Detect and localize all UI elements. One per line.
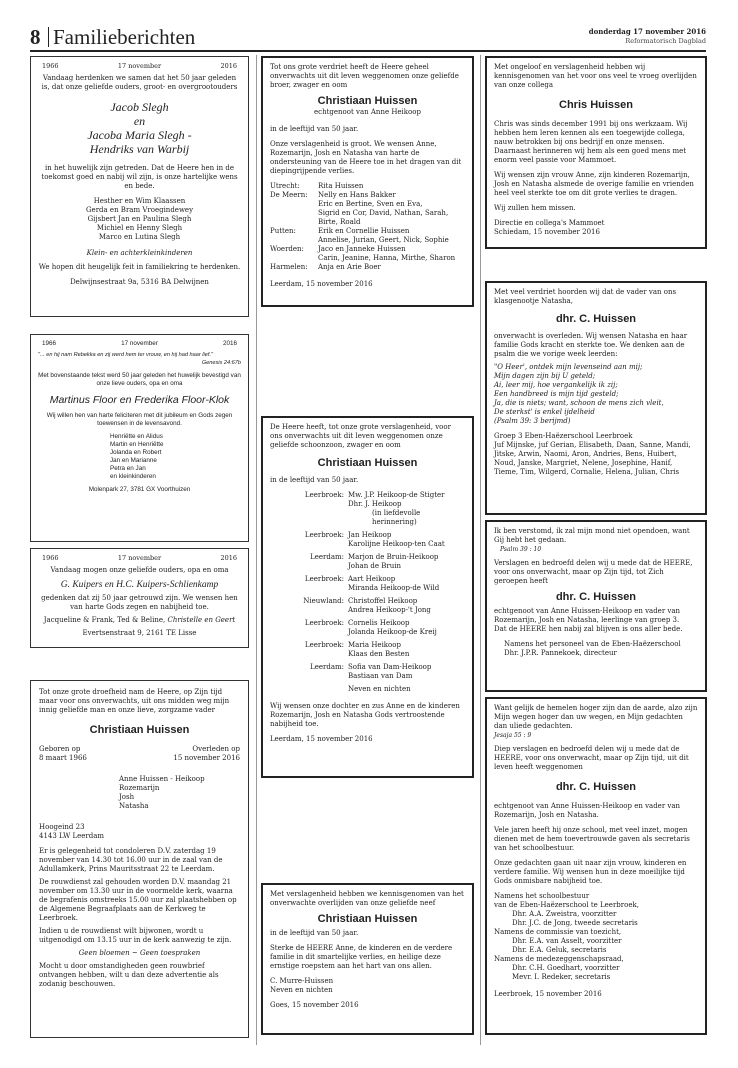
signatory: Directie en collega's Mammoet bbox=[494, 219, 605, 227]
signatory: C. Murre-Huissen bbox=[270, 977, 334, 985]
year-start: 1966 bbox=[42, 554, 59, 562]
death-notice-classmates bbox=[485, 281, 707, 515]
family-members: Jacqueline & Frank, Ted & Beline, bbox=[43, 616, 166, 624]
death-notice-school-board bbox=[485, 697, 707, 1035]
place-label bbox=[270, 254, 318, 263]
signatory: Dhr. C.H. Goedhart, voorzitter bbox=[512, 964, 620, 972]
signature bbox=[494, 219, 698, 237]
family-member: Hesther en Wim Klaassen bbox=[93, 197, 186, 205]
address-line: 4143 LW Leerdam bbox=[39, 832, 105, 840]
year-end: 2016 bbox=[222, 340, 237, 347]
signatory: Dhr. E.A. Geluk, secretaris bbox=[512, 946, 607, 954]
column-divider bbox=[256, 55, 257, 1045]
family-member: Jan en Marianne bbox=[110, 457, 157, 464]
ad-intro: Diep verslagen en bedroefd delen wij u mede dat de HEERE, voor ons onverwacht, maar op Zijn tijd, uit dit leven heeft weggenomen bbox=[494, 745, 689, 771]
family-member: Klaas den Besten bbox=[348, 650, 410, 658]
anniversary-date: 17 november bbox=[117, 554, 162, 562]
family-member: Gerda en Bram Vroegindewey bbox=[85, 206, 194, 214]
ad-closing: Wij wensen onze dochter en zus Anne en de kinderen Rozemarijn, Josh en Natasha Gods vertroostende nabijheid toe. bbox=[270, 702, 460, 728]
death-notice-colleagues bbox=[485, 56, 707, 249]
ad-intro: Vandaag herdenken we samen dat het 50 jaar geleden is, dat onze geliefde ouders, groot- en overgrootouders bbox=[41, 74, 238, 91]
death-notice-siblings bbox=[261, 56, 474, 307]
header-divider bbox=[48, 27, 49, 47]
deceased-name: dhr. C. Huissen bbox=[555, 591, 637, 603]
place-label bbox=[270, 685, 348, 694]
section-title: Familieberichten bbox=[53, 25, 196, 49]
scripture-quote: "... en hij nam Rebekka en zij werd hem ter vrouw, en hij had haar lief." bbox=[38, 352, 213, 358]
family-member: Erik en Cornellie Huissen bbox=[318, 227, 410, 235]
deceased-name: Christiaan Huissen bbox=[317, 95, 418, 107]
born-date: 8 maart 1966 bbox=[39, 754, 87, 762]
signature bbox=[494, 640, 698, 658]
ad-closing: We hopen dit heugelijk feit in familiekring te herdenken. bbox=[38, 263, 241, 271]
place-label: Leerbroek: bbox=[304, 575, 344, 583]
group-name: Groep 3 Eben-Haëzerschool Leerbroek bbox=[494, 432, 633, 440]
place-label: Nieuwland: bbox=[303, 597, 344, 605]
column-divider bbox=[480, 55, 481, 1045]
ad-body: Onze verslagenheid is groot. We wensen Anne, Rozemarijn, Josh en Natasha van harte de ondersteuning van de Heere toe in het dragen van dit diepingrijpende verlies. bbox=[270, 140, 462, 175]
life-dates bbox=[39, 745, 240, 763]
signatory: Dhr. A.A. Zweistra, voorzitter bbox=[512, 910, 617, 918]
anniversary-date: 17 november bbox=[121, 340, 158, 347]
place-label: Leerbroek: bbox=[304, 619, 344, 627]
place-date: Leerbroek, 15 november 2016 bbox=[494, 990, 602, 998]
ad-intro: Tot ons grote verdriet heeft de Heere geheel onverwachts uit dit leven weggenomen onze geliefde broer, zwager en oom bbox=[270, 63, 459, 89]
year-end: 2016 bbox=[220, 554, 237, 562]
place-label: Leerbroek: bbox=[304, 491, 344, 499]
header-rule bbox=[30, 50, 706, 52]
place-label: Leerbroek: bbox=[304, 641, 344, 649]
place-label bbox=[270, 209, 318, 218]
ad-body: onverwacht is overleden. Wij wensen Natasha en haar familie Gods kracht en sterkte toe. We denken aan de psalm die we vorige week leerden: bbox=[494, 332, 688, 358]
ad-body: echtgenoot van Anne Huissen-Heikoop en vader van Rozemarijn, Josh en Natasha. bbox=[494, 802, 681, 819]
address-line: Hoogeind 23 bbox=[39, 823, 85, 831]
family-member: Cornelis Heikoop bbox=[348, 619, 410, 627]
place-label bbox=[270, 628, 348, 637]
ad-body: Vele jaren heeft hij onze school, met veel inzet, mogen dienen met de hem toevertrouwde gaven als secretaris van het schoolbestuur. bbox=[494, 826, 690, 852]
born-label: Geboren op bbox=[39, 745, 81, 753]
place-label: Woerden: bbox=[270, 245, 304, 253]
psalm-line: Mijn dagen zijn bij U geteld; bbox=[494, 372, 596, 380]
family-member: Rozemarijn bbox=[119, 784, 160, 792]
ad-body: Chris was sinds december 1991 bij ons werkzaam. Wij hebben hem leren kennen als een toegewijde collega, nauw betrokken bij ons bedrijf en onze mensen. Daarnaast herinneren wij hem als een goed mens met enorm veel passie voor Mammoet. bbox=[494, 120, 688, 164]
ad-intro: Vandaag mogen onze geliefde ouders, opa en oma bbox=[50, 566, 229, 574]
attendance-info: Indien u de rouwdienst wilt bijwonen, wordt u uitgenodigd om 13.15 uur in de kerk aanwezig te zijn. bbox=[39, 927, 232, 944]
place-label: Leerdam: bbox=[310, 663, 344, 671]
family-member: Maria Heikoop bbox=[348, 641, 401, 649]
age-line: in de leeftijd van 50 jaar. bbox=[270, 125, 359, 133]
age-line: in de leeftijd van 50 jaar. bbox=[270, 929, 359, 937]
place-label: Harmelen: bbox=[270, 263, 308, 271]
family-list bbox=[270, 182, 465, 272]
family-member: Jolanda en Robert bbox=[110, 449, 162, 456]
death-notice-cousins bbox=[261, 883, 474, 1035]
scripture-reference: Psalm 39 : 10 bbox=[500, 546, 542, 553]
deceased-name: dhr. C. Huissen bbox=[555, 313, 637, 325]
psalm-line: "O Heer', ontdek mijn levenseind aan mij; bbox=[494, 363, 643, 371]
ad-intro: Tot onze grote droefheid nam de Heere, op Zijn tijd maar voor ons onverwachts, uit ons midden weg mijn innig geliefde man en onze lieve, zorgzame vader bbox=[39, 688, 230, 714]
ad-intro: Verslagen en bedroefd delen wij u mede dat de HEERE, voor ons onverwacht, maar op Zijn tijd, tot Zich geroepen heeft bbox=[494, 559, 693, 585]
family-list bbox=[38, 616, 241, 625]
honoree-names: Martinus Floor en Frederika Floor-Klok bbox=[49, 394, 230, 406]
family-member: Josh bbox=[119, 793, 135, 801]
family-member: Bastiaan van Dam bbox=[348, 672, 413, 680]
family-member: Annelise, Jurian, Geert, Nick, Sophie bbox=[318, 236, 449, 244]
place-label: Utrecht: bbox=[270, 182, 300, 190]
family-address bbox=[39, 823, 240, 841]
ad-body: Wij zullen hem missen. bbox=[494, 204, 576, 212]
anniversary-ad-kuipers bbox=[30, 548, 249, 648]
scripture-quote: Ik ben verstomd, ik zal mijn mond niet opendoen, want Gij hebt het gedaan. bbox=[494, 527, 690, 544]
death-notice-in-laws bbox=[261, 416, 474, 778]
ad-intro: De Heere heeft, tot onze grote verslagenheid, voor ons onverwachts uit dit leven weggenomen onze geliefde schoonzoon, zwager en oom bbox=[270, 423, 451, 449]
scripture-reference: Jesaja 55 : 9 bbox=[494, 732, 532, 739]
psalm-line: Een handbreed is mijn tijd gesteld; bbox=[494, 390, 619, 398]
family-member: Petra en Jan bbox=[110, 465, 146, 472]
year-start: 1966 bbox=[42, 62, 59, 70]
year-start: 1966 bbox=[42, 340, 57, 347]
family-member: Natasha bbox=[119, 802, 149, 810]
signatory: Neven en nichten bbox=[270, 986, 333, 994]
deceased-name: dhr. C. Huissen bbox=[555, 781, 637, 793]
family-member: Marco en Lutina Slegh bbox=[98, 233, 181, 241]
ad-intro: Met bovenstaande tekst werd 50 jaar geleden het huwelijk bevestigd van onze lieve ouders, opa en oma bbox=[38, 372, 241, 387]
place-label bbox=[270, 218, 318, 227]
family-list bbox=[39, 775, 240, 811]
place-label bbox=[270, 606, 348, 615]
place-label: Leerbroek: bbox=[304, 531, 344, 539]
signatory: van de Eben-Haëzerschool te Leerbroek, bbox=[494, 901, 639, 909]
anniversary-ad-floor bbox=[30, 334, 249, 542]
psalm-text bbox=[494, 363, 698, 426]
issue-date: donderdag 17 november 2016 bbox=[588, 27, 706, 36]
place-label bbox=[270, 500, 348, 509]
signatory: Dhr. J.C. de Jong, tweede secretaris bbox=[512, 919, 638, 927]
family-member: Nelly en Hans Bakker bbox=[318, 191, 396, 199]
ad-body: Onze gedachten gaan uit naar zijn vrouw, kinderen en verdere familie. Wij wensen hun in deze moeilijke tijd Gods onmisbare nabijheid toe. bbox=[494, 859, 687, 885]
spouse-line: echtgenoot van Anne Heikoop bbox=[314, 108, 421, 116]
family-member: Neven en nichten bbox=[348, 685, 411, 693]
family-member: Dhr. J. Heikoop bbox=[348, 500, 402, 508]
death-notice-school-staff bbox=[485, 520, 707, 692]
place-date: Schiedam, 15 november 2016 bbox=[494, 228, 600, 236]
ad-intro: Met verslagenheid hebben we kennisgenomen van het onverwachte overlijden van onze geliefde neef bbox=[270, 890, 464, 907]
deceased-name: Christiaan Huissen bbox=[317, 913, 418, 925]
anniversary-date: 17 november bbox=[117, 62, 162, 70]
family-member: Christoffel Heikoop bbox=[348, 597, 418, 605]
honoree-names: G. Kuipers en H.C. Kuipers-Schlienkamp bbox=[60, 580, 219, 590]
ad-address: Delwijnsestraat 9a, 5316 BA Delwijnen bbox=[70, 278, 209, 286]
family-member: Birte, Roald bbox=[318, 218, 361, 226]
place-date: Leerdam, 15 november 2016 bbox=[270, 735, 373, 743]
place-label: Leerdam: bbox=[310, 553, 344, 561]
place-label: Putten: bbox=[270, 227, 296, 235]
place-label bbox=[270, 584, 348, 593]
family-member: Mw. J.P. Heikoop-de Stigter bbox=[348, 491, 445, 499]
family-member: en kleinkinderen bbox=[110, 473, 156, 480]
ad-intro: Met veel verdriet hoorden wij dat de vader van ons klasgenootje Natasha, bbox=[494, 288, 677, 305]
ad-body: Dat de HEERE hen nabij zal blijven is ons aller bede. bbox=[494, 625, 683, 633]
family-member: Sofia van Dam-Heikoop bbox=[348, 663, 432, 671]
age-line: in de leeftijd van 50 jaar. bbox=[270, 476, 359, 484]
family-member: Gijsbert Jan en Paulina Slegh bbox=[87, 215, 192, 223]
condolence-info: Er is gelegenheid tot condoleren D.V. zaterdag 19 november van 14.30 tot 16.00 uur in de zaal van de Adullamkerk, Prins Mauritsstraat 22 te Leerdam. bbox=[39, 847, 223, 873]
newspaper-name: Reformatorisch Dagblad bbox=[625, 37, 706, 45]
ad-body: Sterke de HEERE Anne, de kinderen en de verdere familie in dit smartelijke verlies, en heilige deze ernstige roepstem aan het hart van ons allen. bbox=[270, 944, 453, 970]
family-member: Rita Huissen bbox=[318, 182, 364, 190]
place-label bbox=[270, 650, 348, 659]
signatory: Namens de commissie van toezicht, bbox=[494, 928, 622, 936]
family-member: Michiel en Henny Slegh bbox=[96, 224, 183, 232]
ad-body: echtgenoot van Anne Huissen-Heikoop en vader van Rozemarijn, Josh en Natasha, leerlinge van groep 3. bbox=[494, 607, 681, 624]
signatory: Dhr. E.A. van Asselt, voorzitter bbox=[512, 937, 622, 945]
family-member: Eric en Bertine, Sven en Eva, bbox=[318, 200, 423, 208]
family-list bbox=[270, 491, 465, 694]
family-member: Karolijne Heikoop-ten Caat bbox=[348, 540, 445, 548]
family-member: Anne Huissen - Heikoop bbox=[119, 775, 205, 783]
family-member: Jan Heikoop bbox=[348, 531, 392, 539]
deceased-name: Christiaan Huissen bbox=[317, 457, 418, 469]
place-label: De Meern: bbox=[270, 191, 308, 199]
family-member: Henriëtte en Alidus bbox=[110, 433, 163, 440]
grandchildren-line: Klein- en achterkleinkinderen bbox=[86, 249, 193, 257]
ad-body: Wij wensen zijn vrouw Anne, zijn kinderen Rozemarijn, Josh en Natasha alsmede de overige familie en vrienden heel veel sterkte toe om dit grote verlies te dragen. bbox=[494, 171, 694, 197]
family-member: Sigrid en Cor, David, Nathan, Sarah, bbox=[318, 209, 449, 217]
family-member: Aart Heikoop bbox=[348, 575, 396, 583]
place-date: Goes, 15 november 2016 bbox=[270, 1001, 359, 1009]
signatory: Namens het personeel van de Eben-Haëzerschool bbox=[504, 640, 681, 648]
family-member: (in liefdevolle herinnering) bbox=[372, 509, 421, 526]
place-label bbox=[270, 236, 318, 245]
ad-address: Evertsenstraat 9, 2161 TE Lisse bbox=[82, 629, 197, 637]
family-member: Andrea Heikoop-'t Jong bbox=[348, 606, 431, 614]
family-member: Carin, Jeanine, Hanna, Mirthe, Sharon bbox=[318, 254, 456, 262]
signatory: Dhr. J.P.R. Pannekoek, directeur bbox=[504, 649, 617, 657]
anniversary-ad-slegh bbox=[30, 56, 249, 317]
death-notice-family bbox=[30, 680, 249, 1038]
signature bbox=[270, 977, 465, 995]
family-member: Johan de Bruin bbox=[348, 562, 402, 570]
died-date: 15 november 2016 bbox=[173, 754, 240, 762]
ad-body: gedenken dat zij 50 jaar getrouwd zijn. We wensen hen van harte Gods zegen en nabijheid toe. bbox=[41, 594, 238, 611]
ad-body: Wij willen hen van harte feliciteren met dit jubileum en Gods zegen toewensen in de levensavond. bbox=[46, 412, 233, 427]
deceased-name: Chris Huissen bbox=[559, 99, 633, 111]
family-member: Marjon de Bruin-Heikoop bbox=[348, 553, 439, 561]
honoree-name: Jacoba Maria Slegh - bbox=[87, 128, 192, 142]
scripture-reference: Genesis 24:67b bbox=[201, 360, 241, 366]
service-info: De rouwdienst zal gehouden worden D.V. maandag 21 november om 13.30 uur in de voormelde kerk, waarna de begrafenis omstreeks 15.00 uur zal plaatshebben op de Algemene Begraafplaats aan de Kerkweg te Leerbroek. bbox=[39, 878, 237, 922]
honoree-name: Hendriks van Warbij bbox=[89, 142, 190, 156]
family-member: Martin en Henriëtte bbox=[110, 441, 164, 448]
psalm-line: De sterkst' is enkel ijdelheid bbox=[494, 408, 595, 416]
family-member: Jolanda Heikoop-de Kreij bbox=[348, 628, 437, 636]
scripture-quote: Want gelijk de hemelen hoger zijn dan de aarde, alzo zijn Mijn wegen hoger dan uw wegen, en Mijn gedachten dan uliede gedachten. bbox=[494, 704, 698, 730]
place-label bbox=[270, 509, 348, 527]
family-list bbox=[38, 433, 241, 481]
deceased-name: Christiaan Huissen bbox=[89, 724, 190, 736]
signatory: Mevr. I. Redeker, secretaris bbox=[512, 973, 611, 981]
honoree-conjunction: en bbox=[133, 114, 146, 128]
died-label: Overleden op bbox=[192, 745, 240, 753]
notice-disclaimer: Mocht u door omstandigheden geen rouwbrief ontvangen hebben, wilt u dan deze advertentie als zodanig beschouwen. bbox=[39, 962, 219, 988]
family-list bbox=[38, 197, 241, 242]
place-label bbox=[270, 672, 348, 681]
psalm-line: Ai, leer mij, hoe vergankelijk ik zij; bbox=[494, 381, 618, 389]
ad-body: in het huwelijk zijn getreden. Dat de Heere hen in de toekomst goed en nabij wil zijn, is onze hartelijke wens en bede. bbox=[41, 164, 238, 190]
ad-address: Molenpark 27, 3781 GX Voorthuizen bbox=[88, 486, 191, 493]
signatory: Namens het schoolbestuur bbox=[494, 892, 590, 900]
family-member: Anja en Arie Boer bbox=[318, 263, 381, 271]
place-label bbox=[270, 200, 318, 209]
family-member: Miranda Heikoop-de Wild bbox=[348, 584, 440, 592]
signatory: Namens de medezeggenschapsraad, bbox=[494, 955, 624, 963]
family-members: Christelle en Geert bbox=[167, 616, 236, 624]
psalm-reference: (Psalm 39: 3 berijmd) bbox=[494, 417, 571, 425]
classmate-names: Juf Mijnske, juf Gerian, Elisabeth, Daan, Sanne, Mandi, Jitske, Arwin, Naomi, Aron, Andries, Bens, Huibert, Noud, Janske, Margriet, Nelene, Josephine, Hanif, Tieme, Tim, Wilgerd, Cornalie, Helena, Julian, Chris bbox=[494, 441, 691, 476]
ad-intro: Met ongeloof en verslagenheid hebben wij kennisgenomen van het voor ons veel te vroeg overlijden van onze collega bbox=[494, 63, 697, 89]
honoree-name: Jacob Slegh bbox=[110, 100, 169, 114]
page-number: 8 bbox=[30, 25, 41, 49]
psalm-line: Ja, die is niets; want, schoon de mens zich vleit, bbox=[494, 399, 664, 407]
signature-block bbox=[494, 892, 698, 982]
place-label bbox=[270, 540, 348, 549]
family-member: Jaco en Janneke Huissen bbox=[318, 245, 406, 253]
no-flowers-note: Geen bloemen ~ Geen toespraken bbox=[78, 949, 201, 957]
year-end: 2016 bbox=[220, 62, 237, 70]
place-date: Leerdam, 15 november 2016 bbox=[270, 280, 373, 288]
place-label bbox=[270, 562, 348, 571]
